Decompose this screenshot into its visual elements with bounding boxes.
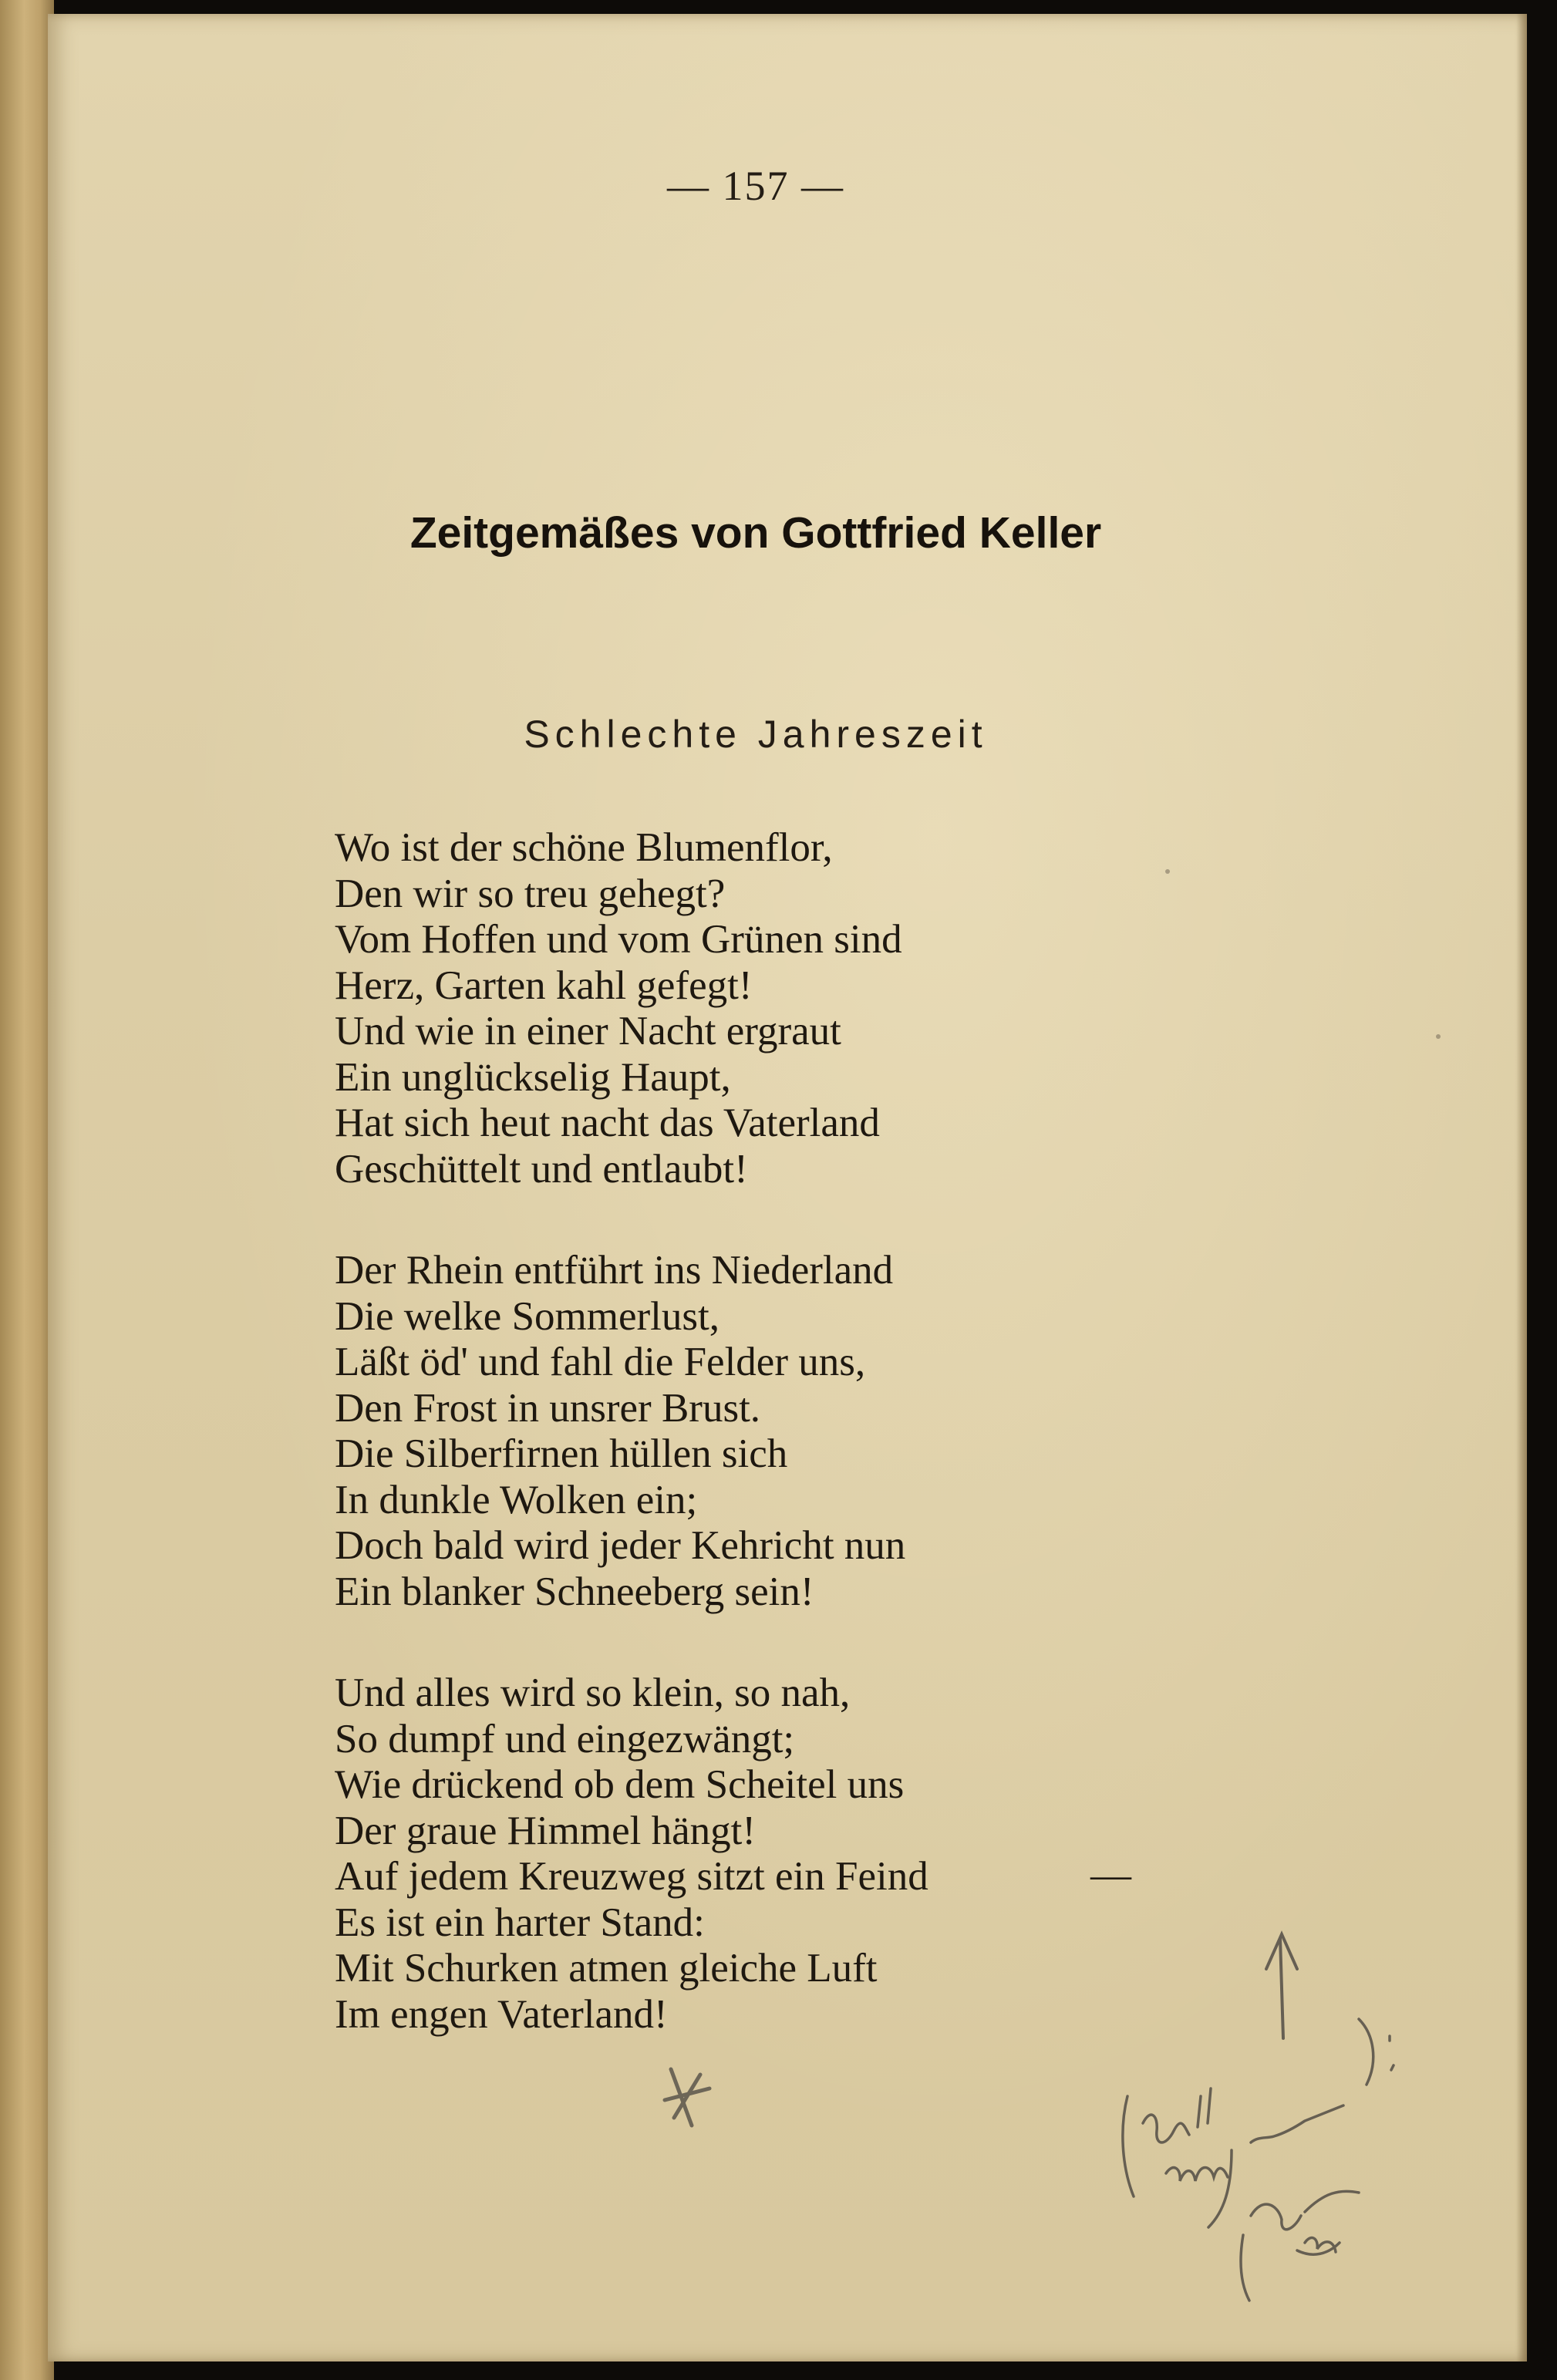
poem-line: Und wie in einer Nacht ergraut [335,1009,841,1053]
poem-line: Vom Hoffen und vom Grünen sind [335,917,902,962]
poem-line: Es ist ein harter Stand: [335,1900,705,1945]
poem-stanza-2 [335,1248,1183,1615]
poem-line: Im engen Vaterland! [335,1991,668,2037]
poem-line: Hat sich heut nacht das Vaterland [335,1101,880,1145]
asterisk-mark-icon [665,2069,709,2125]
poem-line: Den wir so treu gehegt? [335,871,726,916]
poem-line: Läßt öd' und fahl die Felder uns, [335,1340,866,1384]
poem-line: Der graue Himmel hängt! [335,1808,756,1853]
smudge-dot [1436,1034,1441,1039]
arrow-up-icon [1266,1934,1297,2038]
poem-line: Geschüttelt und entlaubt! [335,1146,748,1192]
poem-line: Die welke Sommerlust, [335,1293,720,1339]
poem-line: Wo ist der schöne Blumenflor, [335,825,833,870]
poem-line: Herz, Garten kahl gefegt! [335,962,753,1008]
poem-line: Ein blanker Schneeberg sein! [335,1569,814,1614]
chapter-title: Zeitgemäßes von Gottfried Keller [409,508,1102,558]
poem-line: Mit Schurken atmen gleiche Luft [335,1946,878,1991]
line-end-dash: — [1090,1852,1131,1897]
poem-line: Den Frost in unsrer Brust. [335,1385,761,1431]
poem-line: Wie drückend ob dem Scheitel uns [335,1762,905,1807]
poem-line: Die Silberfirnen hüllen sich [335,1431,788,1476]
poem-line: Doch bald wird jeder Kehricht nun [335,1523,906,1568]
poem-stanza-3 [335,1670,1183,2038]
poem-line: Auf jedem Kreuzweg sitzt ein Feind [335,1854,928,1899]
margin-note-scribble-icon [1123,2019,1394,2301]
poem-line: Der Rhein entführt ins Niederland [335,1248,894,1293]
page-edge-shadow [1516,14,1527,2361]
poem-line: Ein unglückselig Haupt, [335,1054,731,1100]
poem-line: Und alles wird so klein, so nah, [335,1670,851,1715]
poem-line: So dumpf und eingezwängt; [335,1716,795,1761]
poem-line: In dunkle Wolken ein; [335,1477,698,1522]
book-page [48,14,1527,2361]
page-number: — 157 — [667,163,844,209]
book-binding-edge [0,0,54,2380]
poem-title: Schlechte Jahreszeit [524,713,988,756]
poem-stanza-1 [335,825,1183,1192]
